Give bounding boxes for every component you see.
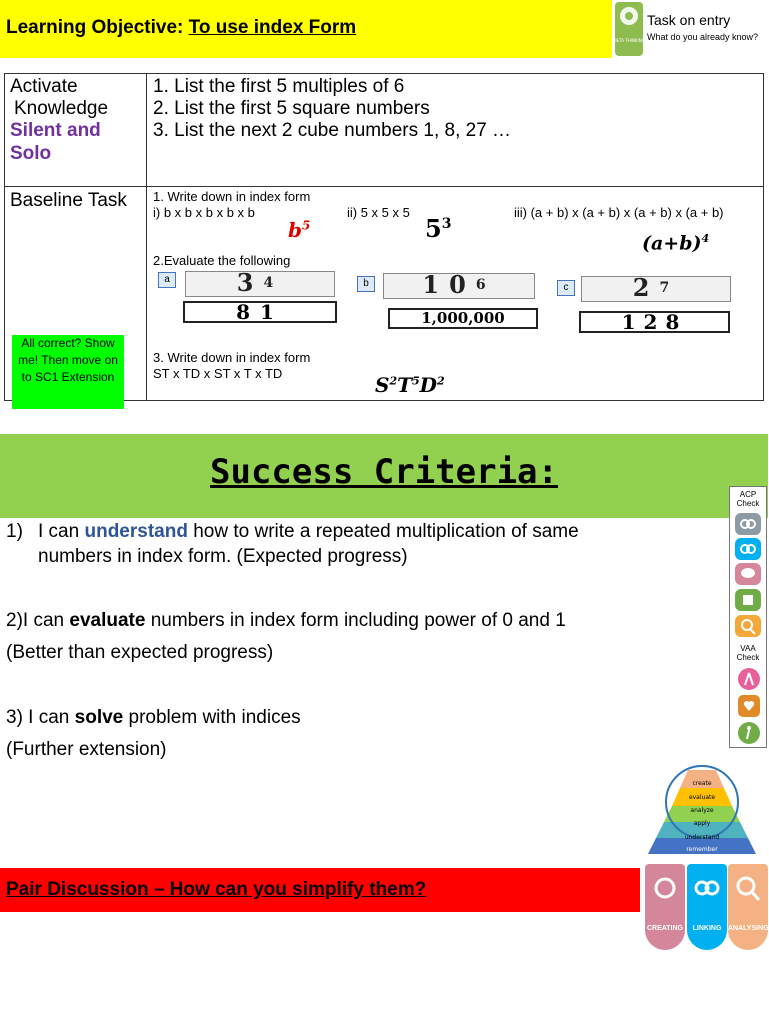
task-subtitle: What do you already know?	[647, 32, 759, 42]
q1-i-answer	[288, 218, 310, 242]
linking-label: LINKING	[692, 925, 722, 932]
magnifier-icon	[735, 615, 761, 642]
vaa-check-label: VAA Check	[736, 644, 760, 662]
criterion-3-line2: (Further extension)	[6, 739, 167, 760]
badge-text: META THINKING	[613, 38, 645, 43]
q2-title: 2.Evaluate the following	[153, 253, 291, 268]
chain-link-icon	[735, 538, 761, 565]
expression-exponent: 7	[659, 280, 680, 296]
criterion-text: I can	[38, 521, 85, 542]
criterion-2-line2: (Better than expected progress)	[6, 642, 274, 663]
silent-label: Silent and	[10, 120, 101, 141]
activate-label: Activate	[10, 76, 78, 97]
q1-ii-answer	[425, 214, 451, 243]
creating-icon	[645, 864, 685, 920]
pyramid-level: create	[692, 780, 712, 787]
criterion-text: 2)I can	[6, 610, 70, 631]
q3-answer	[375, 373, 445, 397]
activate-item-3: 3. List the next 2 cube numbers 1, 8, 27 …	[153, 120, 512, 141]
criterion-1-line2: numbers in index form. (Expected progress)	[38, 546, 408, 567]
q2-b-answer: 1,000,000	[388, 308, 538, 329]
q2-c-answer: 128	[579, 311, 730, 333]
baseline-label: Baseline Task	[10, 190, 127, 211]
creating-pill	[645, 864, 685, 950]
criterion-keyword: evaluate	[69, 610, 146, 631]
q2-a-answer: 81	[183, 301, 337, 323]
expression-base: 2	[632, 273, 660, 302]
q1-part-ii: ii) 5 x 5 x 5	[347, 205, 410, 220]
q1-part-i: i) b x b x b x b x b	[153, 205, 255, 220]
answer-exponent: 3	[441, 216, 452, 232]
criterion-3	[6, 706, 301, 730]
answer-base: b	[288, 218, 302, 242]
pyramid-level: apply	[693, 820, 711, 827]
criterion-text: problem with indices	[123, 707, 301, 728]
criterion-2	[6, 609, 566, 633]
criterion-text: numbers in index form including power of 0 and 1	[145, 610, 566, 631]
linking-pill	[687, 864, 727, 950]
analysing-label: ANALYSING	[728, 925, 769, 932]
knowledge-label: Knowledge	[14, 98, 109, 119]
pyramid-level: understand	[684, 834, 720, 841]
answer-t-exp: 5	[412, 374, 420, 388]
acp-check-label: ACP Check	[736, 490, 760, 508]
solo-label: Solo	[10, 143, 52, 164]
pyramid-level: evaluate	[688, 794, 716, 801]
task-title: Task on entry	[647, 12, 731, 28]
answer-base: 5	[425, 214, 442, 243]
criterion-1-number: 1)	[6, 521, 23, 542]
criterion-keyword: understand	[84, 521, 188, 542]
answer-exponent: 5	[301, 218, 311, 233]
q2-b-expression	[383, 270, 535, 299]
expression-base: 10	[422, 270, 476, 299]
criterion-1	[38, 520, 579, 544]
brain-icon	[735, 563, 761, 590]
expression-exponent: 4	[263, 275, 284, 291]
answer-s: S	[375, 373, 390, 397]
q1-part-iii: iii) (a + b) x (a + b) x (a + b) x (a + b)	[514, 205, 724, 220]
objective-topic: To use index Form	[188, 17, 357, 38]
runner-icon	[737, 667, 761, 696]
table-col-divider	[146, 73, 147, 401]
objective-prefix: Learning Objective:	[6, 17, 189, 38]
puzzle-icon	[735, 589, 761, 616]
table-row-divider	[4, 186, 764, 187]
expression-exponent: 6	[475, 277, 496, 293]
answer-s-exp: 2	[389, 374, 398, 388]
answer-d-exp: 2	[437, 374, 445, 388]
activate-item-2: 2. List the first 5 square numbers	[153, 98, 430, 119]
answer-base: (a+b)	[642, 232, 702, 255]
q2-tag-c: c	[557, 280, 575, 296]
success-criteria-title: Success Criteria:	[210, 452, 558, 492]
q1-title: 1. Write down in index form	[153, 189, 311, 204]
q3-title: 3. Write down in index form	[153, 350, 311, 365]
pair-discussion-prompt: Pair Discussion – How can you simplify them?	[6, 879, 427, 900]
meta-thinking-badge	[615, 2, 643, 56]
criterion-keyword: solve	[74, 707, 124, 728]
chain-link-icon	[735, 513, 761, 540]
pyramid-level: analyze	[690, 807, 714, 814]
leaf-runner-icon	[737, 721, 761, 750]
analysing-pill	[728, 864, 768, 950]
pyramid-level: remember	[686, 846, 718, 853]
speech-heart-icon	[737, 694, 761, 723]
q2-a-expression	[185, 268, 335, 297]
q2-tag-b: b	[357, 276, 375, 292]
learning-objective	[6, 17, 356, 39]
q2-c-expression	[581, 273, 731, 302]
expression-base: 3	[236, 268, 264, 297]
chain-link-icon	[687, 864, 727, 920]
magnifier-icon	[728, 864, 768, 920]
criterion-text: how to write a repeated multiplication of same	[187, 521, 579, 542]
creating-label: CREATING	[646, 925, 684, 932]
blooms-taxonomy-pyramid	[636, 762, 768, 858]
q2-tag-a: a	[158, 272, 176, 288]
all-correct-note: All correct? Show me! Then move on to SC1 Extension	[12, 335, 124, 409]
criterion-text: 3) I can	[6, 707, 75, 728]
answer-exponent: 4	[701, 232, 710, 245]
q1-iii-answer	[642, 232, 709, 254]
answer-d: D	[419, 373, 437, 397]
puzzle-icon	[615, 2, 643, 56]
answer-t: T	[397, 373, 412, 397]
q3-expression: ST x TD x ST x T x TD	[153, 366, 283, 381]
activate-item-1: 1. List the first 5 multiples of 6	[153, 76, 405, 97]
